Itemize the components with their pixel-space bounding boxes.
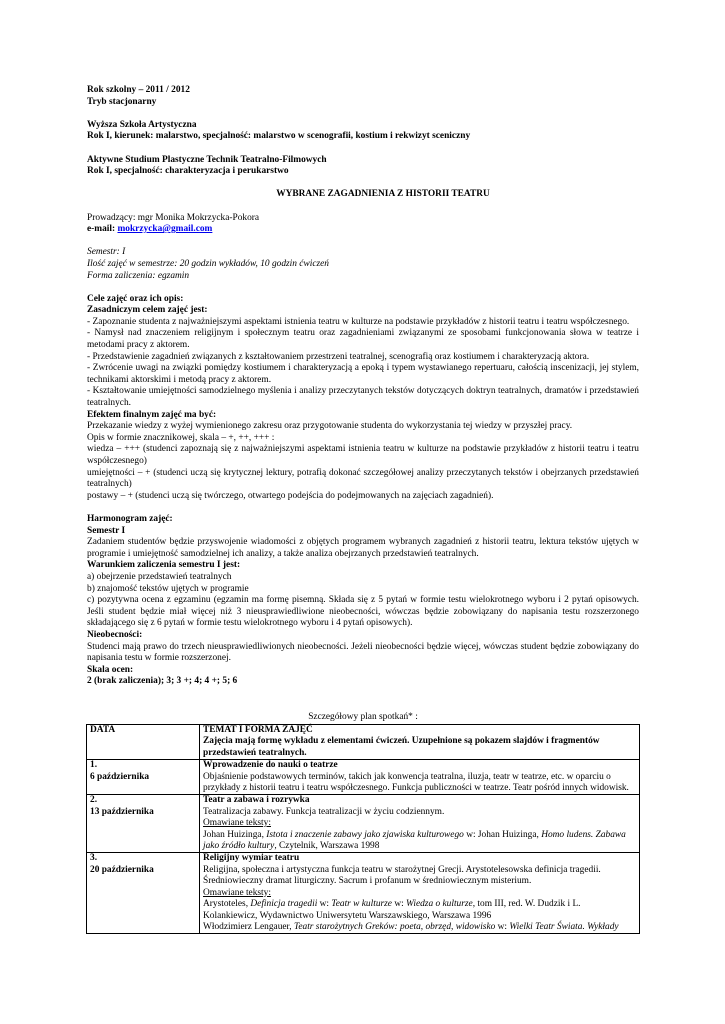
table-row [87,760,640,795]
row-topic-title: Teatr a zabawa i rozrywka [203,795,310,806]
row-number: 1. [90,760,98,771]
row-date [87,795,200,853]
semester-line: Semestr: I [87,247,126,258]
header-topic-label: TEMAT I FORMA ZAJĘĆ [203,725,313,735]
goal-item: - Kształtowanie umiejętności samodzielnego myślenia i analizy przeczytanych tekstów dotyczących doktryn teatralnych, dramatów i przedstawień teatralnych. [87,386,639,409]
header-topic-sub: Zajęcia mają formę wykładu z elementami ćwiczeń. Uzupełnione są pokazem slajdów i fragmentów przedstawień teatralnych. [203,736,600,758]
hours-line: Ilość zajęć w semestrze: 20 godzin wykładów, 10 godzin ćwiczeń [87,258,329,269]
absences-heading: Nieobecności: [87,629,143,640]
goal-item: - Zapoznanie studenta z najważniejszymi aspektami istnienia teatru w kulturze na podstawie przykładów z historii teatru i teatru współczesnego. [87,316,630,327]
row-topic-title: Wprowadzenie do nauki o teatrze [203,760,338,771]
schedule-semester: Semestr I [87,525,126,536]
goals-heading: Cele zajęć oraz ich opis: [87,293,184,304]
ref-book: Wiedza o kulturze [406,899,473,910]
plan-title: Szczegółowy plan spotkań* : [308,712,418,722]
row-topic [200,760,640,795]
scale-intro: Opis w formie znacznikowej, skala – +, ++, +++ : [87,432,275,443]
conditions-heading: Warunkiem zaliczenia semestru I jest: [87,560,241,571]
ref-in: w: [317,899,332,910]
ref-publisher: , Czytelnik, Warszawa 1998 [274,841,380,852]
effect-text: Przekazanie wiedzy z wyżej wymienionego zakresu oraz przygotowanie studenta do wykorzystania tej wiedzy w przyszłej pracy. [87,421,573,432]
grades-text: 2 (brak zaliczenia); 3; 3 +; 4; 4 +; 5; 6 [87,676,238,687]
row-date-text: 6 października [90,771,150,782]
schedule-heading: Harmonogram zajęć: [87,513,173,524]
scale-item: wiedza – +++ (studenci zapoznają się z najważniejszymi aspektami istnienia teatru w kulturze na podstawie przykładów z historii teatru i teatru współczesnego) [87,444,639,466]
ref-in: w: [391,899,407,910]
scale-item: umiejętności – + (studenci uczą się krytycznej lektury, potrafią dokonać szczegółowej analizy przeczytanych tekstów i obejrzanych przedstawień teatralnych) [87,467,639,490]
email-link[interactable]: mokrzycka@gmail.com [117,224,213,235]
ref-book: Wielki Teatr Świata. Wykłady [509,921,619,932]
header-date: DATA [87,725,200,760]
table-row [87,853,640,934]
ref-in: w: Johan Huizinga, [463,829,542,840]
goal-item: - Zwrócenie uwagi na związki pomiędzy kostiumem i charakteryzacją a epoką i typem wystawianego repertuaru, całością inscenizacji, jej stylem, technikami aktorskimi i metodą pracy z aktorem. [87,363,639,385]
condition-item: b) znajomość tekstów ujętych w programie [87,583,249,594]
row-date [87,853,200,934]
row-text-ref [203,830,636,853]
row-date-text: 13 października [90,806,154,817]
ref-publisher: , tom III, red. W. Dudzik i L. Kolankiewicz, Wydawnictwo Uniwersytetu Warszawskiego, Warszawa 1996 [203,899,581,921]
ref-author: Włodzimierz Lengauer, [203,921,294,932]
course-line-1: Rok I, kierunek: malarstwo, specjalność: malarstwo w scenografii, kostium i rekwizyt sceniczny [87,131,471,142]
course-line-2: Rok I, specjalność: charakteryzacja i perukarstwo [87,166,289,177]
ref-title: Istota i znaczenie zabawy jako zjawiska kulturowego [266,829,464,840]
goal-item: - Przedstawienie zagadnień związanych z kształtowaniem przestrzeni teatralnej, scenografią oraz kostiumem i charakteryzacją aktora. [87,351,590,362]
goal-item: - Namysł nad znaczeniem religijnym i społecznym teatru oraz zagadnieniami związanymi ze sposobami funkcjonowania słowa w teatrze i metodami pracy z aktorem. [87,328,639,351]
scale-item: postawy – + (studenci uczą się twórczego, otwartego podejścia do podejmowanych na zajęciach zagadnień). [87,490,494,501]
email-label: e-mail: [87,224,118,235]
row-date-text: 20 października [90,864,154,875]
goals-subheading: Zasadniczym celem zajęć jest: [87,305,208,316]
row-topic-desc: Objaśnienie podstawowych terminów, takich jak konwencja teatralna, iluzja, teatr w teatrze, etc. w oparciu o przykłady z historii teatru i teatru współczesnego. Funkcja publiczności w teatrze. Teatr pośród innych widowisk. [203,771,629,794]
condition-item: c) pozytywna ocena z egzaminu (egzamin ma formę pisemną. Składa się z 5 pytań w formie testu wielokrotnego wyboru i 2 pytań opisowych. Jeśli student będzie miał więcej niż 3 nieusprawiedliwione nieobecności, wówczas będzie zobowiązany do napisania testu rozszerzonego składającego się z 6 pytań w formie testu wielokrotnego wyboru i 4 pytań opisowych). [87,595,639,629]
absences-text: Studenci mają prawo do trzech nieusprawiedliwionych nieobecności. Jeżeli nieobecności będzie więcej, wówczas student będzie zobowiązany do napisania testu w formie rozszerzonej. [87,641,639,664]
row-texts-label: Omawiane teksty: [203,887,271,898]
row-topic [200,853,640,934]
schedule-text: Zadaniem studentów będzie przyswojenie wiadomości z objętych programem wybranych zagadnień z historii teatru, lektura tekstów ujętych w programie i umiejętność samodzielnej ich analizy, a także analiza obejrzanych przedstawień teatralnych. [87,537,639,559]
row-date [87,760,200,795]
ref-book: Homo ludens. Zabawa jako źródło kultury [203,829,626,852]
row-topic-desc: Teatralizacja zabawy. Funkcja teatralizacji w życiu codziennym. [203,806,445,817]
document-title: WYBRANE ZAGADNIENIA Z HISTORII TEATRU [276,189,490,200]
ref-title: Definicja tragedii [250,899,318,910]
row-number: 3. [90,853,98,864]
header-topic [200,725,640,760]
studio-name: Aktywne Studium Plastyczne Technik Teatralno-Filmowych [87,154,327,165]
row-texts-label: Omawiane teksty: [203,818,271,829]
table-row [87,795,640,853]
document-body [87,85,639,688]
ref-in: w: [495,921,510,932]
ref-author: Arystoteles, [203,899,251,910]
study-mode: Tryb stacjonarny [87,96,157,107]
form-line: Forma zaliczenia: egzamin [87,270,190,281]
effect-heading: Efektem finalnym zajęć ma być: [87,409,217,420]
ref-book: Teatr w kulturze [331,899,392,910]
row-text-ref [203,899,636,922]
school-year: Rok szkolny – 2011 / 2012 [87,85,190,95]
teacher-line: Prowadzący: mgr Monika Mokrzycka-Pokora [87,212,260,223]
ref-author: Johan Huizinga, [203,829,267,840]
row-text-ref [203,922,636,933]
table-header-row [87,725,640,760]
row-number: 2. [90,795,98,806]
condition-item: a) obejrzenie przedstawień teatralnych [87,571,232,582]
row-topic-title: Religijny wymiar teatru [203,853,300,864]
email-line [87,224,639,236]
ref-title: Teatr starożytnych Greków: poeta, obrzęd, widowisko [294,921,496,932]
row-topic [200,795,640,853]
school-name: Wyższa Szkoła Artystyczna [87,119,197,130]
grades-heading: Skala ocen: [87,664,134,675]
plan-table [86,724,640,934]
row-topic-desc: Religijna, społeczna i artystyczna funkcja teatru w starożytnej Grecji. Arystotelesowska definicja tragedii. Średniowieczny dramat liturgiczny. Sacrum i profanum w średniowiecznym misterium. [203,864,601,887]
